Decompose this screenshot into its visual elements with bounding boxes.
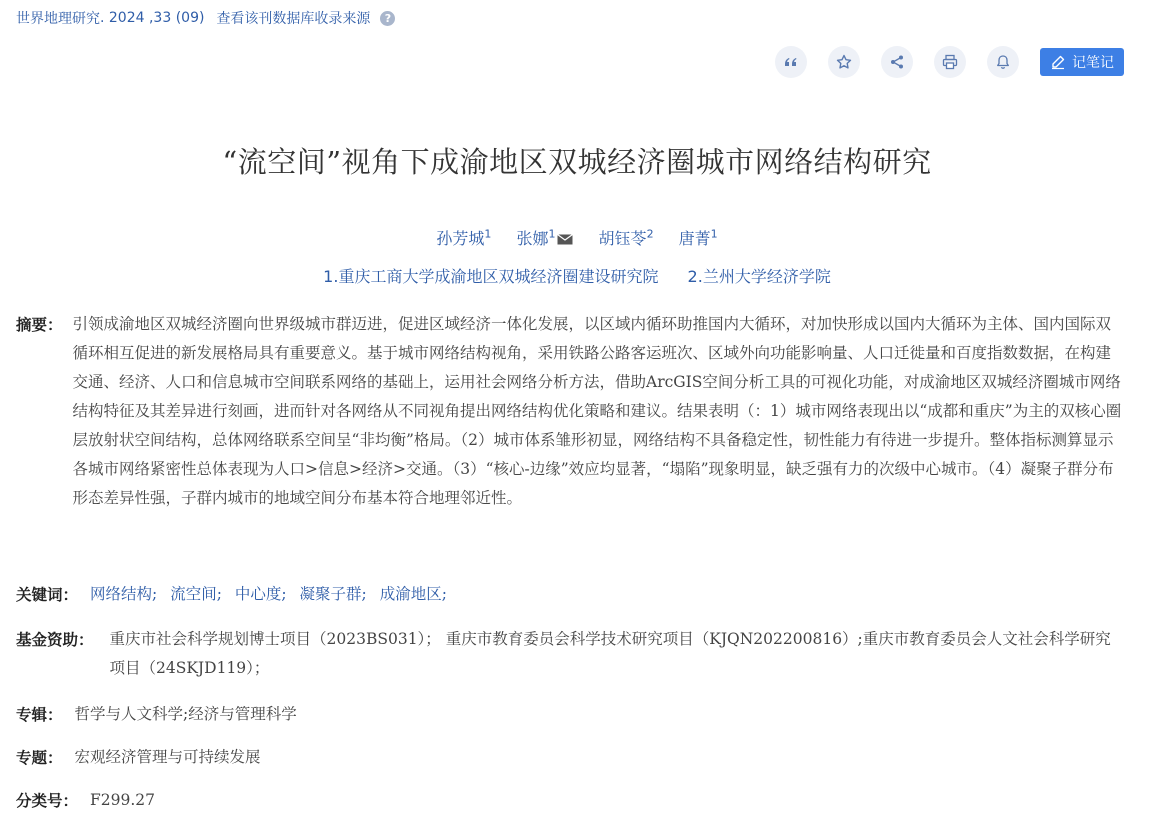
album-text: 哲学与人文科学;经济与管理科学 (74, 705, 297, 723)
keyword-link[interactable]: 凝聚子群; (299, 585, 367, 603)
classification-label: 分类号： (16, 791, 79, 810)
abstract-section (16, 310, 1124, 513)
source-line (16, 8, 395, 28)
funding-section (16, 625, 1124, 683)
author-link[interactable]: 胡钰苓$^2$ (598, 227, 654, 248)
print-icon[interactable] (934, 46, 966, 78)
bell-icon[interactable] (987, 46, 1019, 78)
star-icon[interactable] (828, 46, 860, 78)
pencil-icon (1050, 54, 1066, 70)
keyword-link[interactable]: 流空间; (170, 585, 222, 603)
quote-icon[interactable] (775, 46, 807, 78)
classification-text: F299.27 (90, 791, 156, 809)
affiliation-link[interactable]: 1.重庆工商大学成渝地区双城经济圈建设研究院 (323, 267, 659, 286)
article-title: “流空间”视角下成渝地区双城经济圈城市网络结构研究 (222, 145, 932, 179)
affiliation-link[interactable]: 2.兰州大学经济学院 (687, 267, 831, 286)
affiliation-list (0, 264, 1154, 287)
mail-icon[interactable] (557, 234, 573, 245)
take-note-button[interactable] (1040, 48, 1124, 76)
classification-section (16, 786, 1124, 815)
abstract-label: 摘要： (16, 315, 63, 334)
funding-text: 重庆市社会科学规划博士项目（2023BS031）； 重庆市教育委员会科学技术研究项目（KJQN202200816）;重庆市教育委员会人文社会科学研究项目（24SKJD119）； (109, 630, 1111, 677)
album-label: 专辑： (16, 705, 63, 724)
topic-label: 专题： (16, 748, 63, 767)
album-section (16, 700, 1124, 729)
author-list (0, 226, 1154, 249)
topic-text: 宏观经济管理与可持续发展 (74, 748, 261, 766)
keywords-label: 关键词： (16, 585, 79, 604)
author-link[interactable]: 唐菁$^1$ (678, 227, 718, 248)
journal-link[interactable]: 世界地理研究 (16, 11, 100, 27)
take-note-label: 记笔记 (1072, 55, 1114, 71)
keyword-link[interactable]: 中心度; (234, 585, 287, 603)
keyword-link[interactable]: 网络结构; (90, 585, 158, 603)
keywords-section (16, 580, 1124, 609)
abstract-text: 引领成渝地区双城经济圈向世界级城市群迈进，促进区域经济一体化发展，以区域内循环助推国内大循环，对加快形成以国内大循环为主体、国内国际双循环相互促进的新发展格局具有重要意义。基于城市网络结构视角，采用铁路公路客运班次、区域外向功能影响量、人口迁徙量和百度指数数据，在构建交通、经济、人口和信息城市空间联系网络的基础上，运用社会网络分析方法，借助ArcGIS空间分析工具的可视化功能，对成渝地区双城经济圈城市网络结构特征及其差异进行刻画，进而针对各网络从不同视角提出网络结构优化策略和建议。结果表明（：1）城市网络表现出以“成都和重庆”为主的双核心圈层放射状空间结构，总体网络联系空间呈“非均衡”格局。（2）城市体系雏形初显，网络结构不具备稳定性，韧性能力有待进一步提升。整体指标测算显示各城市网络紧密性总体表现为人口>信息>经济>交通。（3）“核心-边缘”效应均显著，“塌陷”现象明显，缺乏强有力的次级中心城市。（4）凝聚子群分布形态差异性强，子群内城市的地域空间分布基本符合地理邻近性。 (72, 315, 1122, 507)
author-link[interactable]: 孙芳城$^1$ (436, 227, 492, 248)
help-icon[interactable]: ? (380, 11, 395, 26)
author-link[interactable]: 张娜$^1$ (516, 229, 573, 248)
article-toolbar (754, 46, 1124, 78)
database-source-link[interactable]: 查看该刊数据库收录来源 (216, 11, 371, 27)
funding-label: 基金资助： (16, 630, 94, 649)
issue-link[interactable]: . 2024 ,33 (09) (100, 10, 205, 26)
keyword-link[interactable]: 成渝地区; (379, 585, 447, 603)
topic-section (16, 743, 1124, 772)
share-icon[interactable] (881, 46, 913, 78)
